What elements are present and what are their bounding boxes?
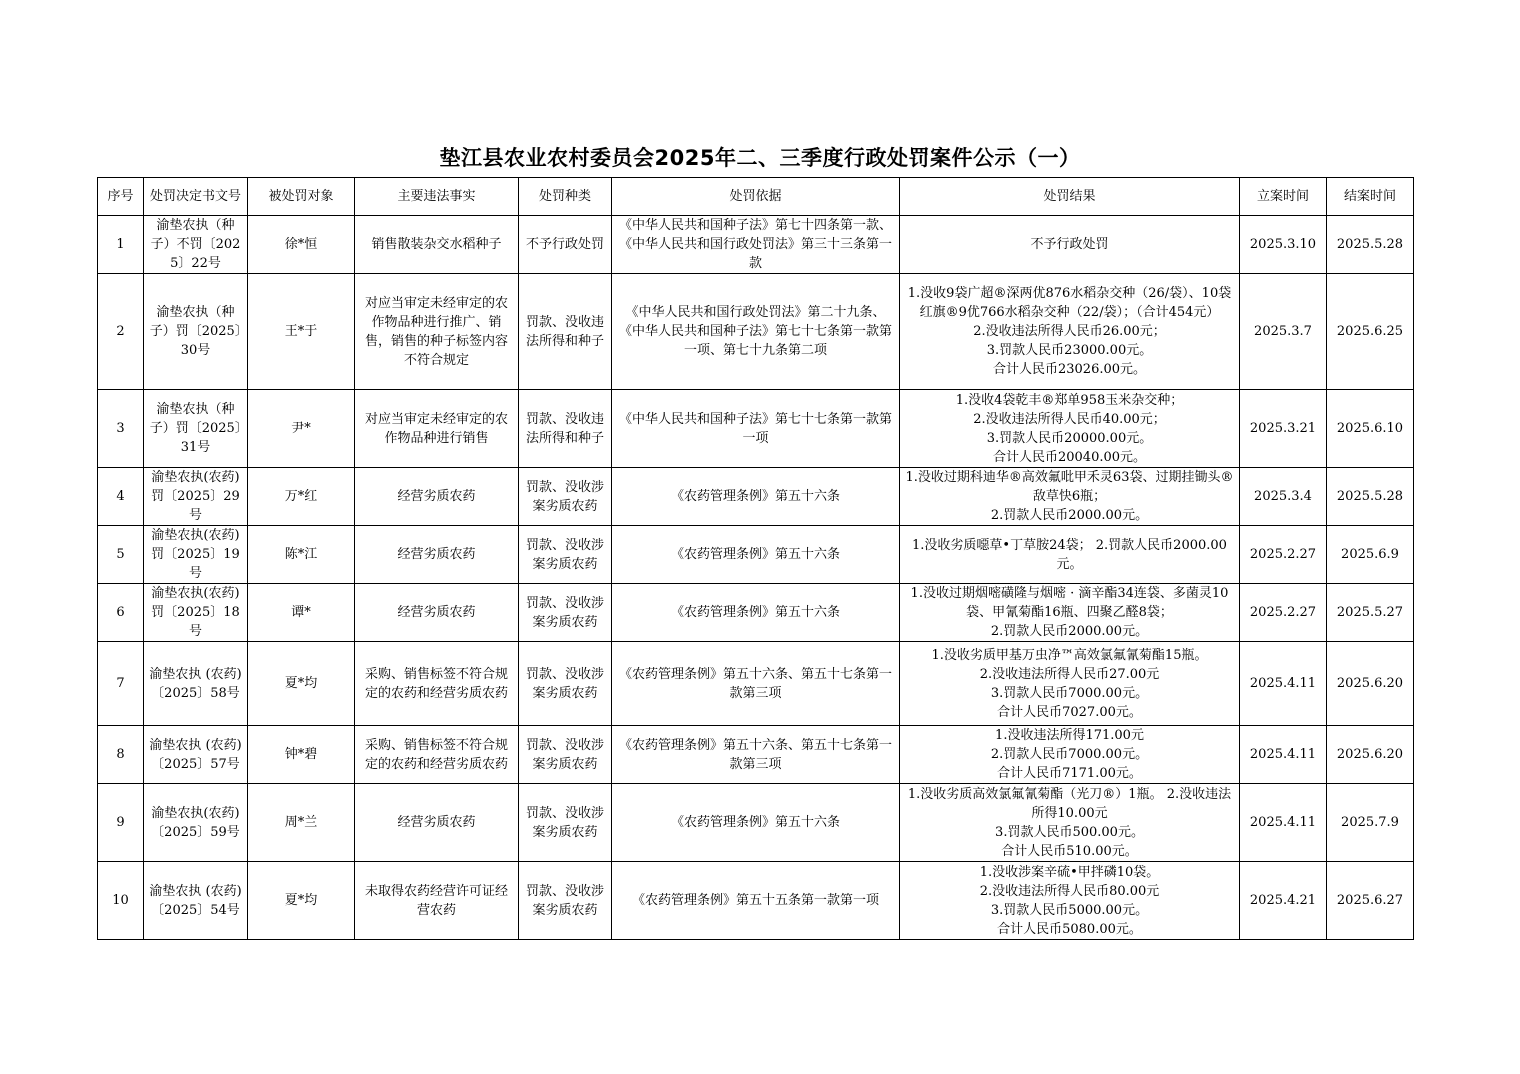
cell-basis: 《中华人民共和国行政处罚法》第二十九条、《中华人民共和国种子法》第七十七条第一款第一项、第七十九条第二项 [612,274,900,390]
cell-doc-no: 渝垫农执 (农药)〔2025〕54号 [144,862,248,940]
cell-doc-no: 渝垫农执（种子）罚〔2025〕30号 [144,274,248,390]
cell-basis: 《农药管理条例》第五十六条 [612,468,900,526]
cell-party: 徐*恒 [248,216,355,274]
cell-type: 罚款、没收违法所得和种子 [519,274,612,390]
cell-doc-no: 渝垫农执(农药)罚〔2025〕18号 [144,584,248,642]
cell-party: 万*红 [248,468,355,526]
cell-closed: 2025.6.9 [1327,526,1414,584]
cell-type: 罚款、没收涉案劣质农药 [519,726,612,784]
table-row [98,390,1414,468]
header-no: 序号 [98,178,144,216]
cell-closed: 2025.6.25 [1327,274,1414,390]
cell-closed: 2025.6.20 [1327,726,1414,784]
table-row [98,526,1414,584]
cell-basis: 《农药管理条例》第五十六条、第五十七条第一款第三项 [612,642,900,726]
cell-filed: 2025.3.21 [1240,390,1327,468]
cell-result: 1.没收过期科迪华®高效氟吡甲禾灵63袋、过期挂锄头®敌草快6瓶； 2.罚款人民币2000.00元。 [900,468,1240,526]
cell-doc-no: 渝垫农执 (农药)〔2025〕57号 [144,726,248,784]
cell-basis: 《农药管理条例》第五十六条 [612,526,900,584]
cell-type: 罚款、没收涉案劣质农药 [519,862,612,940]
cell-doc-no: 渝垫农执 (农药)〔2025〕58号 [144,642,248,726]
cell-fact: 未取得农药经营许可证经营农药 [355,862,519,940]
cell-type: 罚款、没收涉案劣质农药 [519,784,612,862]
cell-closed: 2025.6.20 [1327,642,1414,726]
header-doc-no: 处罚决定书文号 [144,178,248,216]
cell-no: 6 [98,584,144,642]
table-row [98,784,1414,862]
cell-filed: 2025.3.4 [1240,468,1327,526]
cell-filed: 2025.4.11 [1240,726,1327,784]
cell-filed: 2025.2.27 [1240,526,1327,584]
header-basis: 处罚依据 [612,178,900,216]
cell-filed: 2025.4.11 [1240,642,1327,726]
cell-no: 1 [98,216,144,274]
cell-type: 不予行政处罚 [519,216,612,274]
cell-fact: 经营劣质农药 [355,526,519,584]
cell-fact: 对应当审定未经审定的农作物品种进行销售 [355,390,519,468]
cell-basis: 《农药管理条例》第五十六条、第五十七条第一款第三项 [612,726,900,784]
cell-result: 1.没收劣质高效氯氟氰菊酯（光刀®）1瓶。 2.没收违法所得10.00元 3.罚款人民币500.00元。 合计人民币510.00元。 [900,784,1240,862]
cell-no: 2 [98,274,144,390]
cell-party: 钟*碧 [248,726,355,784]
cell-filed: 2025.3.10 [1240,216,1327,274]
cell-party: 谭* [248,584,355,642]
cell-result: 1.没收过期烟嘧磺隆与烟嘧 · 滴辛酯34连袋、多菌灵10袋、甲氰菊酯16瓶、四聚乙醛8袋； 2.罚款人民币2000.00元。 [900,584,1240,642]
cell-party: 夏*均 [248,862,355,940]
cell-basis: 《农药管理条例》第五十六条 [612,584,900,642]
cell-closed: 2025.5.28 [1327,216,1414,274]
cell-result: 1.没收劣质噁草•丁草胺24袋； 2.罚款人民币2000.00元。 [900,526,1240,584]
table-row [98,584,1414,642]
cell-doc-no: 渝垫农执(农药)罚〔2025〕19号 [144,526,248,584]
cell-no: 5 [98,526,144,584]
header-filed: 立案时间 [1240,178,1327,216]
cell-closed: 2025.5.28 [1327,468,1414,526]
cell-doc-no: 渝垫农执(农药)〔2025〕59号 [144,784,248,862]
cell-closed: 2025.5.27 [1327,584,1414,642]
header-closed: 结案时间 [1327,178,1414,216]
cell-filed: 2025.3.7 [1240,274,1327,390]
cell-type: 罚款、没收违法所得和种子 [519,390,612,468]
table-row [98,726,1414,784]
cell-basis: 《农药管理条例》第五十五条第一款第一项 [612,862,900,940]
cell-party: 夏*均 [248,642,355,726]
cell-no: 8 [98,726,144,784]
cell-type: 罚款、没收涉案劣质农药 [519,526,612,584]
cell-fact: 经营劣质农药 [355,784,519,862]
cell-no: 9 [98,784,144,862]
cell-result: 1.没收涉案辛硫•甲拌磷10袋。 2.没收违法所得人民币80.00元 3.罚款人民币5000.00元。 合计人民币5080.00元。 [900,862,1240,940]
cell-doc-no: 渝垫农执(农药)罚〔2025〕29号 [144,468,248,526]
table-row [98,862,1414,940]
cell-no: 3 [98,390,144,468]
cell-basis: 《中华人民共和国种子法》第七十四条第一款、《中华人民共和国行政处罚法》第三十三条第一款 [612,216,900,274]
cell-fact: 经营劣质农药 [355,584,519,642]
cell-closed: 2025.6.10 [1327,390,1414,468]
cell-no: 4 [98,468,144,526]
cell-type: 罚款、没收涉案劣质农药 [519,584,612,642]
cell-result: 1.没收4袋乾丰®郑单958玉米杂交种； 2.没收违法所得人民币40.00元； 3.罚款人民币20000.00元。 合计人民币20040.00元。 [900,390,1240,468]
cell-fact: 经营劣质农药 [355,468,519,526]
penalty-cases-table [97,177,1414,940]
table-row [98,274,1414,390]
cell-result: 1.没收劣质甲基万虫净™高效氯氟氰菊酯15瓶。 2.没收违法所得人民币27.00元 3.罚款人民币7000.00元。 合计人民币7027.00元。 [900,642,1240,726]
cell-basis: 《中华人民共和国种子法》第七十七条第一款第一项 [612,390,900,468]
header-type: 处罚种类 [519,178,612,216]
header-fact: 主要违法事实 [355,178,519,216]
cell-closed: 2025.6.27 [1327,862,1414,940]
cell-result: 1.没收9袋广超®深两优876水稻杂交种（26/袋）、10袋红旗®9优766水稻杂交种（22/袋）；（合计454元） 2.没收违法所得人民币26.00元； 3.罚款人民币23000.00元。 合计人民币23026.00元。 [900,274,1240,390]
cell-no: 7 [98,642,144,726]
table-row [98,468,1414,526]
header-result: 处罚结果 [900,178,1240,216]
table-row [98,642,1414,726]
cell-filed: 2025.4.11 [1240,784,1327,862]
cell-fact: 采购、销售标签不符合规定的农药和经营劣质农药 [355,726,519,784]
cell-basis: 《农药管理条例》第五十六条 [612,784,900,862]
cell-party: 尹* [248,390,355,468]
cell-fact: 采购、销售标签不符合规定的农药和经营劣质农药 [355,642,519,726]
cell-result: 不予行政处罚 [900,216,1240,274]
cell-result: 1.没收违法所得171.00元 2.罚款人民币7000.00元。 合计人民币7171.00元。 [900,726,1240,784]
cell-type: 罚款、没收涉案劣质农药 [519,468,612,526]
cell-fact: 对应当审定未经审定的农作物品种进行推广、销售，销售的种子标签内容不符合规定 [355,274,519,390]
cell-closed: 2025.7.9 [1327,784,1414,862]
cell-doc-no: 渝垫农执（种子）罚〔2025〕31号 [144,390,248,468]
cell-party: 王*于 [248,274,355,390]
page-title: 垫江县农业农村委员会2025年二、三季度行政处罚案件公示（一） [439,146,1081,170]
cell-filed: 2025.4.21 [1240,862,1327,940]
cell-party: 周*兰 [248,784,355,862]
cell-party: 陈*江 [248,526,355,584]
cell-type: 罚款、没收涉案劣质农药 [519,642,612,726]
cell-doc-no: 渝垫农执（种子）不罚〔2025〕22号 [144,216,248,274]
cell-filed: 2025.2.27 [1240,584,1327,642]
cell-no: 10 [98,862,144,940]
table-header-row [98,178,1414,216]
cell-fact: 销售散装杂交水稻种子 [355,216,519,274]
header-party: 被处罚对象 [248,178,355,216]
table-row [98,216,1414,274]
